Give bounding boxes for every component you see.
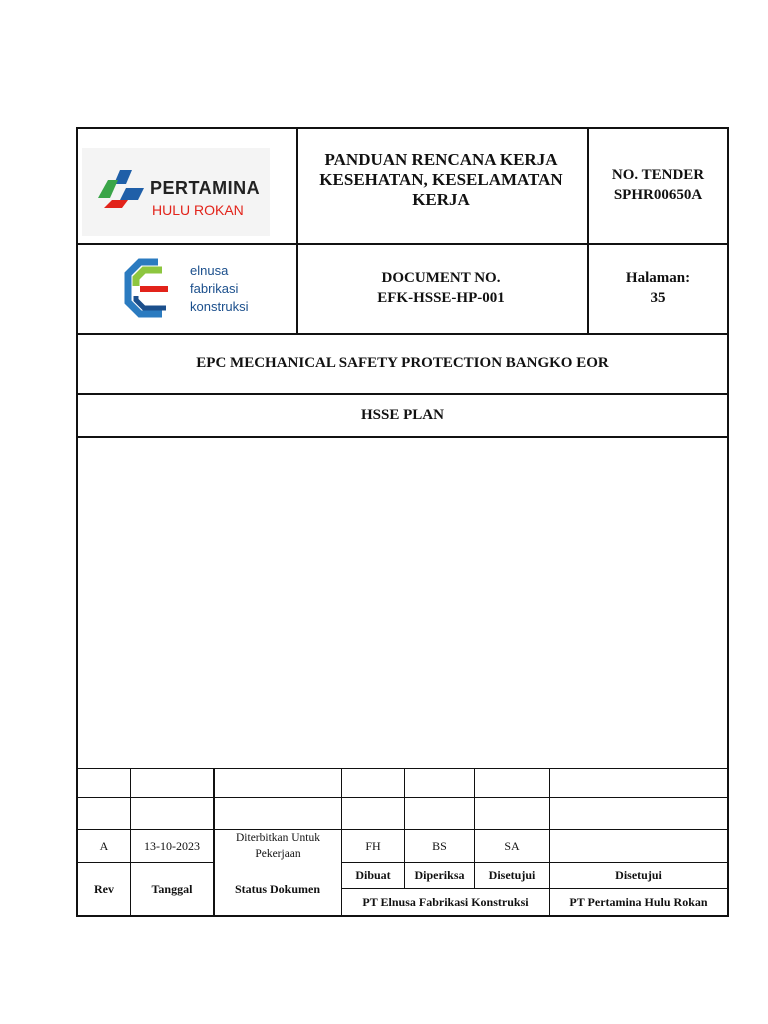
- document-number-block: [300, 266, 582, 310]
- document-number: EFK-HSSE-HP-001: [377, 290, 505, 306]
- status-header: Status Dokumen: [234, 881, 321, 896]
- header-divider-1: [296, 127, 298, 334]
- tender-label: NO. TENDER: [611, 167, 705, 183]
- dibuat-header: Dibuat: [355, 868, 391, 882]
- contractor-company: PT Elnusa Fabrikasi Konstruksi: [362, 894, 529, 909]
- plan-bottom-line: [76, 436, 729, 438]
- elnusa-logo-line1: elnusa: [190, 263, 229, 278]
- header-row-divider: [76, 243, 729, 245]
- elnusa-logo: [118, 256, 278, 322]
- elnusa-logo-line3: konstruksi: [190, 299, 249, 314]
- document-number-label: DOCUMENT NO.: [381, 270, 501, 286]
- dibuat-value: FH: [365, 838, 381, 853]
- disetujui-value: SA: [504, 838, 520, 853]
- page-number: 35: [650, 290, 666, 306]
- pertamina-logo: [82, 148, 270, 236]
- elnusa-logo-line2: fabrikasi: [190, 281, 239, 296]
- tanggal-value: 13-10-2023: [144, 838, 200, 853]
- owner-company: PT Pertamina Hulu Rokan: [569, 894, 708, 909]
- plan-title: HSSE PLAN: [361, 406, 444, 423]
- tender-block: [590, 160, 726, 210]
- rev-row-line-1: [76, 797, 729, 798]
- tanggal-header: Tanggal: [151, 881, 193, 896]
- page-label: Halaman:: [625, 270, 691, 286]
- tender-number: SPHR00650A: [613, 187, 703, 203]
- diperiksa-header: Diperiksa: [414, 868, 465, 882]
- header-divider-2: [587, 127, 589, 334]
- document-cover-frame: [76, 127, 729, 917]
- elnusa-logo-text: [190, 262, 249, 316]
- rev-header: Rev: [94, 881, 114, 896]
- diperiksa-value: BS: [432, 838, 447, 853]
- disetujui-header: Disetujui: [488, 868, 536, 882]
- pertamina-logo-sub: HULU ROKAN: [152, 202, 244, 218]
- owner-disetujui-header: Disetujui: [615, 868, 662, 882]
- document-title: PANDUAN RENCANA KERJA KESEHATAN, KESELAMATAN KERJA: [319, 150, 563, 209]
- elnusa-logo-mark: [118, 256, 182, 322]
- pertamina-logo-name: PERTAMINA: [150, 178, 261, 198]
- page-block: [590, 266, 726, 310]
- rev-table-top: [76, 768, 729, 769]
- rev-value: A: [99, 838, 109, 853]
- status-value: Diterbitkan Untuk Pekerjaan: [236, 832, 320, 860]
- project-name: EPC MECHANICAL SAFETY PROTECTION BANGKO EOR: [196, 355, 609, 371]
